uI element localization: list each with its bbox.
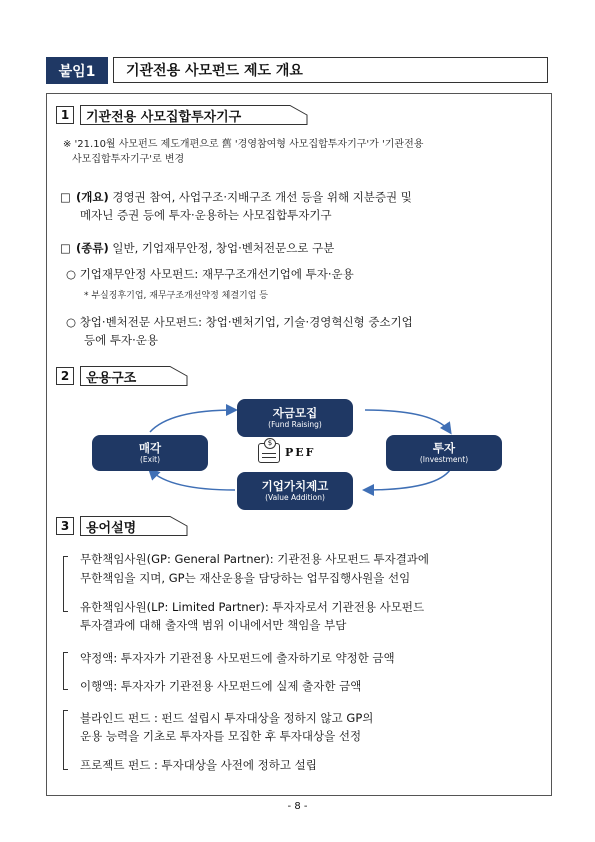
lp-line1: 유한책임사원(LP: Limited Partner): 투자자로서 기관전용 사모펀드 — [80, 600, 425, 614]
money-register-icon — [258, 439, 280, 463]
types-label: (종류) — [76, 241, 109, 255]
section1-note-line1: ※ '21.10월 사모펀드 제도개편으로 舊 '경영참여형 사모집합투자기구'가 '기관전용 — [63, 139, 424, 150]
page-number: - 8 - — [287, 801, 308, 812]
section1-note-line2: 사모집합투자기구'로 변경 — [72, 154, 185, 165]
gp-line1: 무한책임사원(GP: General Partner): 기관전용 사모펀드 투자결과에 — [80, 552, 430, 566]
lp-line2: 투자결과에 대해 출자액 범위 이내에서만 책임을 부담 — [80, 618, 347, 632]
bracket-partners — [63, 556, 68, 612]
sub2-line1: ○ 창업·벤처전문 사모펀드: 창업·벤처기업, 기술·경영혁신형 중소기업 — [66, 315, 413, 329]
bracket-funds — [63, 710, 68, 770]
project-fund-line: 프로젝트 펀드 : 투자대상을 사전에 정하고 설립 — [80, 758, 317, 772]
overview-label: (개요) — [76, 190, 109, 204]
node-exit: 매각 (Exit) — [92, 435, 208, 471]
gp-line2: 무한책임을 지며, GP는 재산운용을 담당하는 업무집행사원을 선임 — [80, 571, 411, 585]
section2-number: 2 — [56, 367, 74, 385]
overview-line2: 메자닌 증권 등에 투자·운용하는 사모집합투자기구 — [80, 208, 332, 222]
section1-title: 기관전용 사모집합투자기구 — [80, 105, 308, 125]
section3-title: 용어설명 — [80, 516, 188, 536]
node-fund-raising: 자금모집 (Fund Raising) — [237, 399, 353, 437]
bracket-amounts — [63, 652, 68, 690]
paid-line: 이행액: 투자자가 기관전용 사모펀드에 실제 출자한 금액 — [80, 679, 362, 693]
commitment-line: 약정액: 투자자가 기관전용 사모펀드에 출자하기로 약정한 금액 — [80, 651, 395, 665]
blind-fund-line2: 운용 능력을 기초로 투자자를 모집한 후 투자대상을 선정 — [80, 729, 362, 743]
node-investment: 투자 (Investment) — [386, 435, 502, 471]
page-title: 기관전용 사모펀드 제도 개요 — [113, 57, 548, 83]
sub1-line: ○ 기업재무안정 사모펀드: 재무구조개선기업에 투자·운용 — [66, 267, 354, 281]
section1-number: 1 — [56, 106, 74, 124]
section2-title: 운용구조 — [80, 366, 188, 386]
sub2-line2: 등에 투자·운용 — [84, 333, 158, 347]
sub1-note: * 부실징후기업, 재무구조개선약정 체결기업 등 — [84, 291, 268, 301]
appendix-tag: 붙임1 — [46, 57, 108, 84]
section3-number: 3 — [56, 517, 74, 535]
pef-label: PEF — [285, 446, 316, 459]
types-bullet: □ — [60, 241, 71, 255]
overview-bullet: □ — [60, 190, 71, 204]
node-value-addition: 기업가치제고 (Value Addition) — [237, 472, 353, 510]
blind-fund-line1: 블라인드 펀드 : 펀드 설립시 투자대상을 정하지 않고 GP의 — [80, 711, 374, 725]
types-line: (종류) 일반, 기업재무안정, 창업·벤처전문으로 구분 — [76, 241, 335, 255]
money-bag-icon: $ — [264, 438, 276, 449]
overview-line1: (개요) 경영권 참여, 사업구조·지배구조 개선 등을 위해 지분증권 및 — [76, 190, 412, 204]
